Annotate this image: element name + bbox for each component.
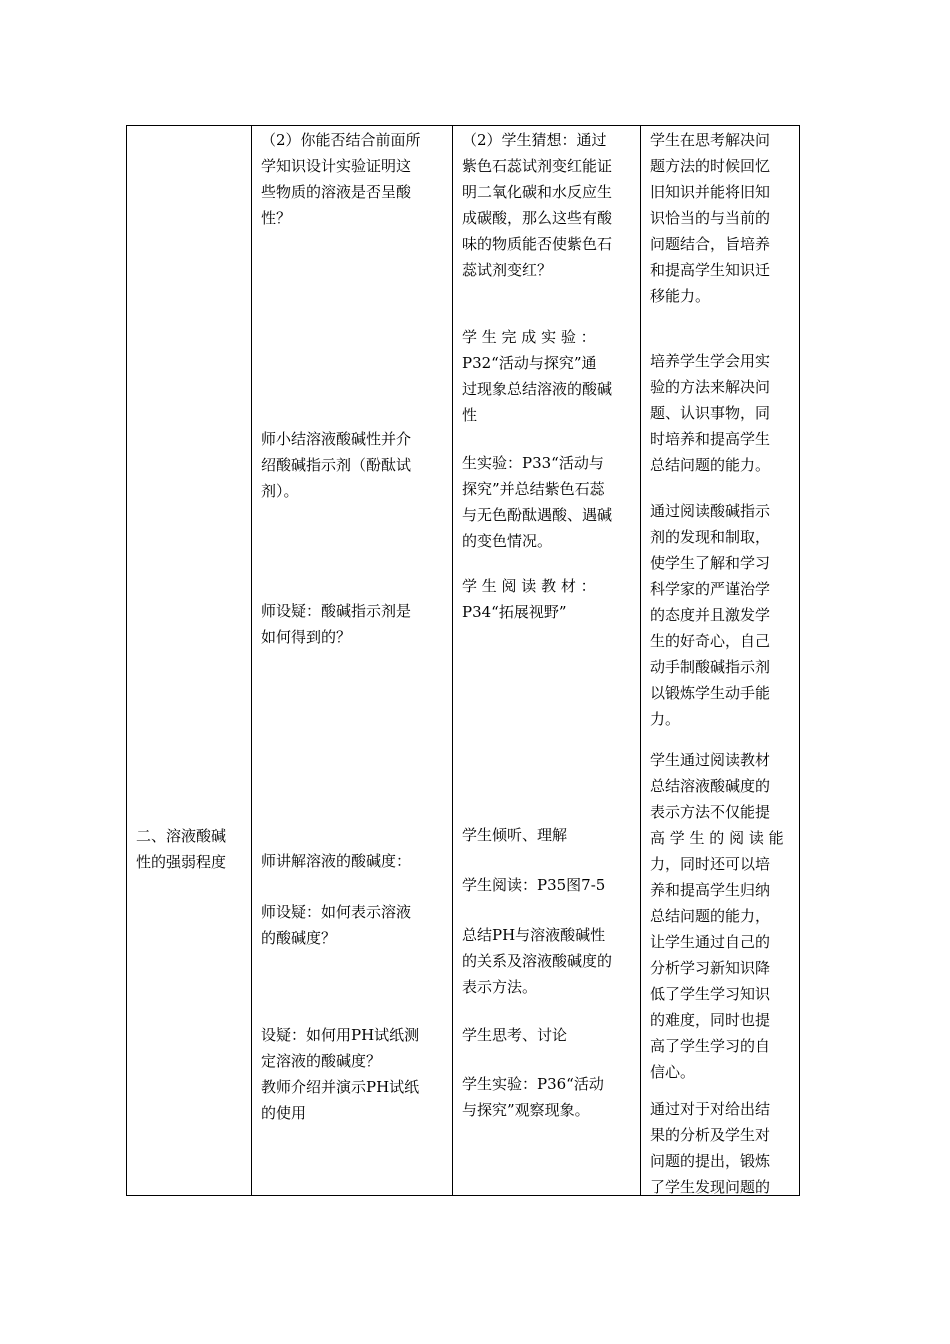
teacher-explain-acidity: 师讲解溶液的酸碱度： — [261, 852, 412, 870]
intent-knowledge-transfer: 学生在思考解决问 题方法的时候回忆 旧知识并能将旧知 识恰当的与当前的 问题结合，旨培养 和提高学生知识迁 移能力。 — [650, 131, 771, 305]
student-experiment-p32: 学 生 完 成 实 验 ： P32“活动与探究”通 过现象总结溶液的酸碱 性 — [462, 328, 613, 424]
teacher-question-indicator-origin: 师设疑：酸碱指示剂是 如何得到的？ — [261, 602, 412, 646]
student-reading-p34: 学 生 阅 读 教 材 ： P34“拓展视野” — [462, 577, 596, 621]
student-experiment-p36: 学生实验：P36“活动 与探究”观察现象。 — [462, 1075, 604, 1119]
student-listen: 学生倾听、理解 — [462, 826, 568, 844]
student-summary-ph: 总结PH与溶液酸碱性 的关系及溶液酸碱度的 表示方法。 — [462, 926, 613, 996]
design-intent-cell — [641, 126, 800, 1196]
student-discussion: 学生思考、讨论 — [462, 1026, 568, 1044]
intent-problem-finding: 通过对于对给出结 果的分析及学生对 问题的提出，锻炼 了学生发现问题的 — [650, 1100, 771, 1196]
student-reading-p35: 学生阅读：P35图7-5 — [462, 876, 606, 894]
teacher-question-ph-paper: 设疑：如何用PH试纸测 定溶液的酸碱度？ 教师介绍并演示PH试纸 的使用 — [261, 1026, 420, 1122]
teacher-question-express-acidity: 师设疑：如何表示溶液 的酸碱度？ — [261, 903, 412, 947]
intent-experiment-skills: 培养学生学会用实 验的方法来解决问 题、认识事物，同 时培养和提高学生 总结问题的能力。 — [650, 352, 771, 474]
student-activity-cell — [453, 126, 641, 1196]
student-guess: （2）学生猜想：通过 紫色石蕊试剂变红能证 明二氧化碳和水反应生 成碳酸，那么这些有酸 味的物质能否使紫色石 蕊试剂变红？ — [462, 131, 613, 279]
teacher-summary-indicator: 师小结溶液酸碱性并介 绍酸碱指示剂（酚酞试 剂）。 — [261, 430, 412, 500]
student-experiment-p33: 生实验：P33“活动与 探究”并总结紫色石蕊 与无色酚酞遇酸、遇碱 的变色情况。 — [462, 454, 613, 550]
section-cell — [127, 126, 252, 1196]
intent-reading-acidity: 学生通过阅读教材 总结溶液酸碱度的 表示方法不仅能提 高 学 生 的 阅 读 能 力，同时还可以培 养和提高学生归纳 总结问题的能力， 让学生通过自己的 分析学习新知识降 低了学生学习知识 的难度，同时也提 高了学生学习的自 信心。 — [650, 751, 784, 1081]
table-row — [127, 126, 800, 1196]
teacher-activity-cell — [252, 126, 453, 1196]
lesson-plan-table — [126, 125, 800, 1196]
teacher-question-2: （2）你能否结合前面所 学知识设计实验证明这 些物质的溶液是否呈酸 性？ — [261, 131, 421, 227]
intent-reading-indicator: 通过阅读酸碱指示 剂的发现和制取， 使学生了解和学习 科学家的严谨治学 的态度并且激发学 生的好奇心，自己 动手制酸碱指示剂 以锻炼学生动手能 力。 — [650, 502, 771, 728]
section-title: 二、溶液酸碱 性的强弱程度 — [136, 827, 227, 871]
